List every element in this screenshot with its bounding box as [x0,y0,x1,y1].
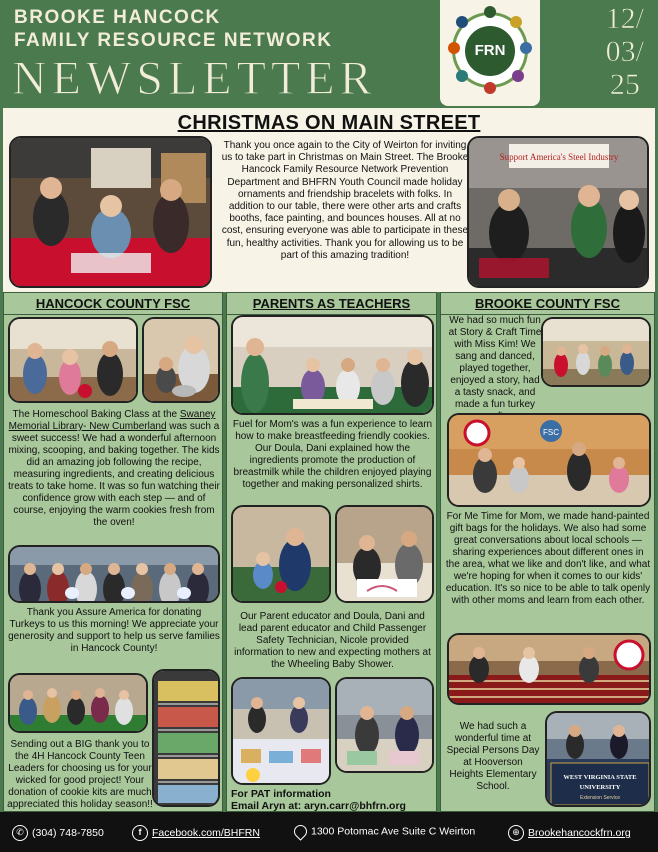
fuel-for-moms-text: Fuel for Mom's was a fun experience to learn how to make breastfeeding friendly cookies. Our Doula, Dani explained how the ingredients promote the production of breastmilk while the children enjoyed playing together and making personalized shirts. [232,419,433,490]
logo-frn-text: FRN [465,26,515,76]
hancock-county-column [3,292,223,812]
newsletter-title: NEWSLETTER [12,52,377,105]
phone-icon: ✆ [12,825,28,841]
partner-badge-icon [484,6,496,18]
wvsu-sign-sub: Extension Service [579,795,621,801]
christmas-title: CHRISTMAS ON MAIN STREET [177,112,481,134]
pat-contact [231,788,434,812]
story-time-text-wrap: We had so much fun at Story & Craft Time with Miss Kim! We sang and danced, played together, enjoyed a story, had a tasty snack, and made a fun turkey [448,315,542,410]
fsc-badge-text: FSC [543,428,559,437]
christmas-body: Thank you once again to the City of Weirton for inviting us to take part in Christmas on Main Street. The Brooke Hancock Family Resource Network Prevention Department and BHFRN Youth Council made holiday ornaments and friendship bracelets with folks. In addition to our table, there were other arts and crafts booths, face painting, and bounces houses. All at no cost, ensuring everyone was able to participate in these fun, healthy activities. Thank you for allowing us to be part of this amazing tradition! [221,140,469,261]
newsletter-header [0,0,658,108]
special-persons-text: We had such a wonderful time at Special Persons Day at Hooverson Heights Elementary School. [446,721,540,792]
pat-heading: PARENTS AS TEACHERS [227,293,436,315]
partner-badge-icon [520,42,532,54]
globe-icon: ⊕ [508,825,524,841]
baking-class-text: The Homeschool Baking Class at the Swaney Memorial Library- New Cumberland was such a sweet success! We had a wonderful afternoon mixing, scooping, and baking together. The kids did an amazing job following the recipe, measuring ingredients, and creating delicious treats to take home. It was so fun watching their confidence grow with each step — and of course, enjoying the warm cookies fresh from the oven! [8,409,220,528]
turkey-donation-text: Thank you Assure America for donating Turkeys to us this morning! We appreciate your generosity and support to help us serve families in Hancock County! [8,607,220,654]
hancock-heading: HANCOCK COUNTY FSC [4,293,222,315]
cookie-kits-shelf-photo [152,669,220,807]
partner-badge-icon [510,16,522,28]
baking-class-photo [8,317,138,403]
contact-footer [0,812,658,852]
issue-date [606,2,644,101]
me-time-text: For Me Time for Mom, we made hand-painted gift bags for the holidays. We also had some great conversations about local schools — sharing experiences about different ones in the area, what we like and don't like, and what we're hoping for when it comes to our kids' education. It's so nice to be able to talk openly with other moms and learn from each other. [445,511,651,606]
info-table-photo-1 [231,677,331,785]
org-name-line1: BROOKE HANCOCK [14,7,221,28]
date-year: 25 [609,68,640,101]
christmas-section [3,108,655,292]
date-day: 03/ [605,35,644,68]
special-persons-photo [545,711,651,807]
org-name-line2: FAMILY RESOURCE NETWORK [14,30,333,51]
facebook-icon: f [132,825,148,841]
steel-banner-text: Support America's Steel Industry [499,152,619,162]
swaney-library-link[interactable]: Swaney Memorial Library- New Cumberland [8,409,216,432]
christmas-booth-photo [467,136,649,288]
footer-address: 1300 Potomac Ave Suite C Weirton [294,825,475,838]
pat-contact-email[interactable]: Email Aryn at: aryn.carr@bhfrn.org [231,800,406,812]
me-time-photo [447,413,651,507]
brooke-county-column [440,292,655,812]
baby-shower-photo-1 [231,505,331,603]
footer-phone[interactable]: ✆ (304) 748-7850 [12,825,104,841]
wvsu-sign-text-2: UNIVERSITY [579,784,621,791]
parents-as-teachers-column [226,292,437,812]
date-month: 12/ [605,2,644,35]
gift-bags-photo [447,633,651,705]
partner-badge-icon [448,42,460,54]
partner-badge-icon [512,70,524,82]
info-table-photo-2 [335,677,434,773]
christmas-crafts-photo [9,136,212,288]
teen-leaders-photo [8,673,148,733]
pat-contact-line1: For PAT information [231,788,331,800]
baking-kids-photo [142,317,220,403]
footer-website[interactable]: ⊕ Brookehancockfrn.org [508,825,631,841]
wvsu-sign-text: WEST VIRGINIA STATE [563,774,637,781]
partner-badge-icon [456,16,468,28]
fuel-for-moms-photo [231,315,434,415]
teen-leaders-text: Sending out a BIG thank you to the 4H Hancock County Teen Leaders for choosing us for your wicked for good project! Your donation of cookie kits are much appreciated this holiday season!! [7,739,153,810]
brooke-heading: BROOKE COUNTY FSC [441,293,654,315]
partner-badge-icon [456,70,468,82]
location-pin-icon [291,822,309,840]
frn-logo [440,0,540,106]
turkey-donation-photo [8,545,220,603]
partner-badge-icon [484,82,496,94]
footer-facebook[interactable]: f Facebook.com/BHFRN [132,825,260,841]
baby-shower-photo-2 [335,505,434,603]
story-time-text [447,315,651,423]
baby-shower-text: Our Parent educator and Doula, Dani and lead parent educator and Child Passenger Safety Technician, Nicole provided information to new and expecting mothers at the Wheeling Baby Shower. [234,611,431,670]
